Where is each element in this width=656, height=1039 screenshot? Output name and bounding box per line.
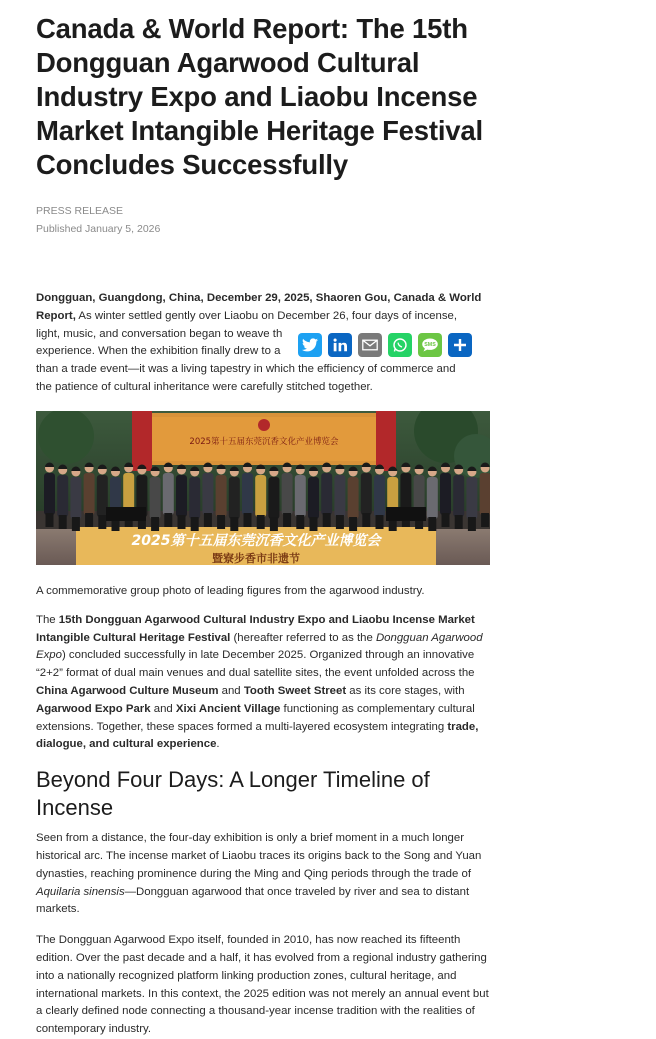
person-legs bbox=[442, 513, 450, 527]
lead-text-3: experience. When the exhibition finally drew to a bbox=[36, 345, 281, 358]
person-legs bbox=[217, 515, 225, 529]
person-legs bbox=[376, 515, 384, 529]
p2-t2: —Dongguan agarwood that once traveled by river and sea to distant markets. bbox=[36, 885, 470, 916]
p1-s6: trade, dialogue, and cultural experience bbox=[36, 720, 479, 751]
person-legs bbox=[164, 513, 172, 527]
person-legs bbox=[257, 515, 265, 529]
p1-s3: Tooth Sweet Street bbox=[243, 684, 347, 697]
person-legs bbox=[85, 513, 93, 527]
twitter-icon[interactable] bbox=[298, 333, 322, 357]
person-body bbox=[242, 473, 253, 515]
p1-t2: ) concluded successfully in late December 2025. Organized through an innovative “2+2” format of dual main venues and dual satellite sites, the event unfolded across the bbox=[36, 649, 475, 680]
sms-icon[interactable] bbox=[418, 333, 442, 357]
person-body bbox=[480, 473, 490, 515]
p1-s5: Xixi Ancient Village bbox=[175, 702, 281, 715]
person-legs bbox=[349, 517, 357, 531]
linkedin-icon[interactable] bbox=[328, 333, 352, 357]
section-heading: Beyond Four Days: A Longer Timeline of Incense bbox=[36, 767, 430, 821]
p1-t7: . bbox=[216, 738, 220, 751]
person-body bbox=[150, 477, 161, 519]
person-legs bbox=[428, 517, 436, 531]
person-body bbox=[216, 475, 227, 517]
person-body bbox=[189, 477, 200, 519]
person-body bbox=[348, 477, 359, 519]
p1-s2: China Agarwood Culture Museum bbox=[36, 684, 219, 697]
lead-text-4: than a trade event—it was a living tapestry in which the efficiency of commerce and bbox=[36, 363, 456, 376]
person-body bbox=[334, 475, 345, 517]
p1-t3: and bbox=[218, 684, 244, 697]
banner-text: 2025第十五届东莞沉香文化产业博览会 bbox=[189, 436, 339, 447]
person-legs bbox=[362, 513, 370, 527]
stage-text: 2025第十五届东莞沉香文化产业博览会 bbox=[131, 532, 381, 549]
person-legs bbox=[46, 513, 54, 527]
person-legs bbox=[191, 517, 199, 531]
person-body bbox=[255, 475, 266, 517]
person-legs bbox=[336, 515, 344, 529]
person-body bbox=[321, 473, 332, 515]
person-body bbox=[453, 475, 464, 517]
published-date: Published January 5, 2026 bbox=[36, 223, 161, 235]
p1-t0: The bbox=[36, 613, 59, 626]
person-body bbox=[163, 473, 174, 515]
whatsapp-icon[interactable] bbox=[388, 333, 412, 357]
person-body bbox=[282, 473, 293, 515]
person-legs bbox=[455, 515, 463, 529]
person-body bbox=[268, 477, 279, 519]
p2-t1: Seen from a distance, the four-day exhibition is only a brief moment in a much longer historical arc. The incense market of Liaobu traces its origins back to the Song and Yuan dynasties, reaching prominence during the Ming and Qing periods through the trade of bbox=[36, 832, 482, 880]
body-paragraph-1 bbox=[36, 612, 492, 754]
p1-s1: 15th Dongguan Agarwood Cultural Industry Expo and Liaobu Incense Market Intangible Cultural Heritage Festival bbox=[36, 613, 475, 644]
p1-t1: (hereafter referred to as the bbox=[230, 631, 376, 644]
body-paragraph-2 bbox=[36, 830, 492, 919]
p1-i1: Dongguan Agarwood Expo bbox=[36, 631, 483, 662]
person-legs bbox=[296, 515, 304, 529]
person-body bbox=[70, 477, 81, 519]
p1-s4: Agarwood Expo Park bbox=[36, 702, 151, 715]
photo-caption: A commemorative group photo of leading figures from the agarwood industry. bbox=[36, 584, 425, 597]
person-legs bbox=[323, 513, 331, 527]
person-legs bbox=[244, 513, 252, 527]
person-legs bbox=[72, 517, 80, 531]
article bbox=[36, 0, 492, 1039]
dateline: Dongguan, Guangdong, China, December 29, 2025, Shaoren Gou, Canada & World Report, bbox=[36, 292, 482, 322]
lead-text-1: As winter settled gently over Liaobu on December 26, four days of incense, bbox=[75, 309, 458, 322]
body-paragraph-3: The Dongguan Agarwood Expo itself, founded in 2010, has now reached its fifteenth edition. Over the past decade and a half, it has evolved from a regional industry gathering into a nationally recognized platform linking production zones, cultural heritage, and international markets. In this context, the 2025 edition was not merely an annual event but a clearly defined node connecting a thousand-year incense tradition with the realities of contemporary industry. bbox=[36, 934, 489, 1036]
email-icon[interactable] bbox=[358, 333, 382, 357]
share-bar bbox=[298, 333, 472, 357]
category-label[interactable]: PRESS RELEASE bbox=[36, 205, 123, 217]
person-body bbox=[44, 473, 55, 515]
group-photo bbox=[36, 411, 490, 565]
p1-t6: functioning as complementary cultural extensions. Together, these spaces formed a multi-layered ecosystem integrating bbox=[36, 702, 475, 733]
person-legs bbox=[310, 517, 318, 531]
person-legs bbox=[270, 517, 278, 531]
lead-paragraph bbox=[36, 290, 492, 397]
person-body bbox=[427, 477, 438, 519]
share-plus-icon[interactable] bbox=[448, 333, 472, 357]
article-meta bbox=[36, 202, 492, 238]
person-legs bbox=[98, 515, 106, 529]
person-legs bbox=[151, 517, 159, 531]
person-body bbox=[229, 477, 240, 519]
sms-text: SMS bbox=[424, 342, 436, 349]
p1-t4: as its core stages, with bbox=[346, 684, 465, 697]
article-title: Canada & World Report: The 15th Dongguan Agarwood Cultural Industry Expo and Liaobu Incense Market Intangible Heritage Festival Concludes Successfully bbox=[36, 13, 483, 180]
person-body bbox=[202, 473, 213, 515]
person-body bbox=[295, 475, 306, 517]
stage-subtext: 暨寮步香市非遗节 bbox=[212, 551, 300, 565]
lead-text-2: light, music, and conversation began to weave th bbox=[36, 327, 283, 340]
person-legs bbox=[178, 515, 186, 529]
person-body bbox=[57, 475, 68, 517]
person-body bbox=[84, 473, 95, 515]
person-body bbox=[308, 477, 319, 519]
person-body bbox=[374, 475, 385, 517]
person-legs bbox=[283, 513, 291, 527]
p2-i1: Aquilaria sinensis bbox=[36, 885, 125, 898]
p1-t5: and bbox=[150, 702, 176, 715]
lead-text-5: the patience of cultural inheritance were carefully stitched together. bbox=[36, 380, 373, 393]
person-body bbox=[176, 475, 187, 517]
person-legs bbox=[204, 513, 212, 527]
person-legs bbox=[481, 513, 489, 527]
person-body bbox=[361, 473, 372, 515]
person-body bbox=[440, 473, 451, 515]
person-legs bbox=[230, 517, 238, 531]
person-legs bbox=[468, 517, 476, 531]
person-legs bbox=[59, 515, 67, 529]
person-body bbox=[466, 477, 477, 519]
